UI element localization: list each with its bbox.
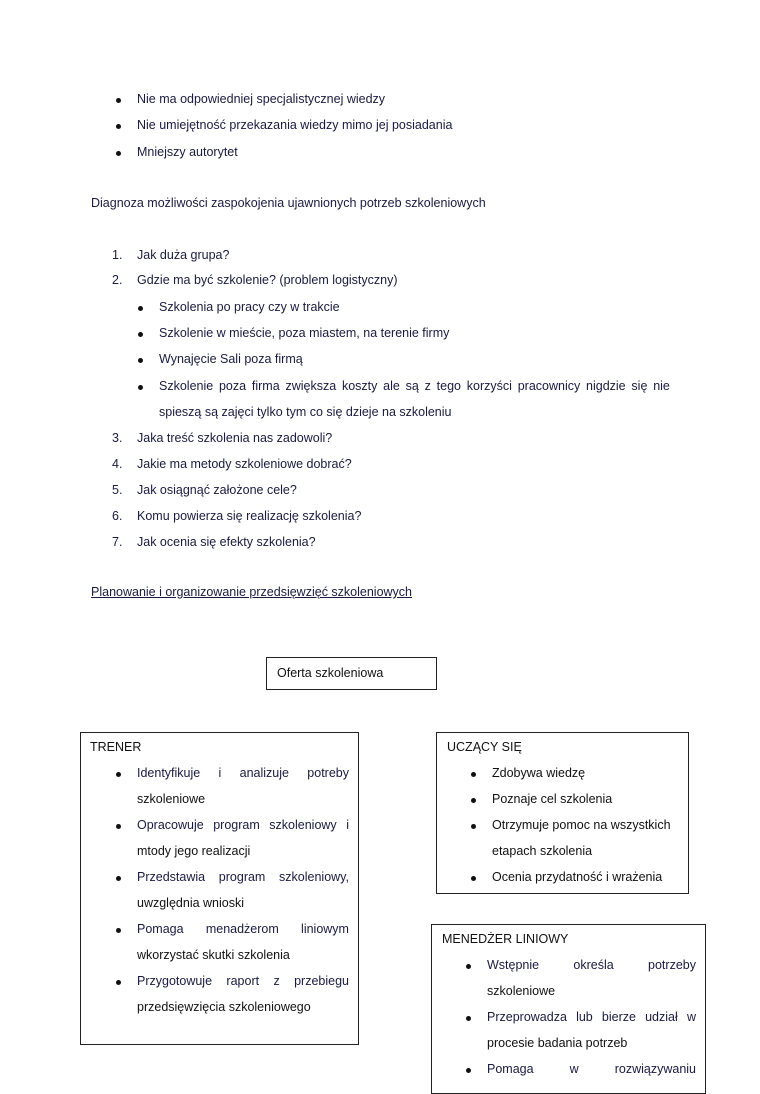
word: Opracowuje <box>137 818 204 832</box>
word: się <box>631 379 648 393</box>
word: ale <box>383 379 400 393</box>
word: zwiększa <box>285 379 337 393</box>
bullet-dot-icon <box>116 124 121 129</box>
question-number: 5. <box>112 483 123 497</box>
word: nigdzie <box>586 379 626 393</box>
word: Identyfikuje <box>137 766 201 780</box>
word: raport <box>226 974 260 988</box>
word: analizuje <box>239 766 289 780</box>
word: z <box>273 974 280 988</box>
bullet-dot-icon <box>116 980 121 985</box>
word: Przeprowadza <box>487 1010 567 1024</box>
bullet-dot-icon <box>116 98 121 103</box>
word: potreby <box>307 766 349 780</box>
bullet-dot-icon <box>466 1068 471 1073</box>
question-text: Jak duża grupa? <box>137 248 230 262</box>
menedzer-title: MENEDŻER LINIOWY <box>442 932 569 946</box>
word: z <box>424 379 431 393</box>
word: przebiegu <box>294 974 349 988</box>
intro-bullet-item: Nie umiejętność przekazania wiedzy mimo jej posiadania <box>137 118 453 132</box>
word: pracownicy <box>517 379 581 393</box>
trener-item-line <box>137 766 349 780</box>
word: program <box>218 870 266 884</box>
word: szkoleniowy <box>269 818 337 832</box>
diagnosis-heading: Diagnoza możliwości zaspokojenia ujawnionych potrzeb szkoleniowych <box>91 196 486 210</box>
trener-title: TRENER <box>90 740 142 754</box>
bullet-dot-icon <box>466 1016 471 1021</box>
intro-bullet-item: Mniejszy autorytet <box>137 145 238 159</box>
uczacy-item: Ocenia przydatność i wrażenia <box>492 870 663 884</box>
word: potrzeby <box>648 958 696 972</box>
uczacy-box <box>436 732 689 894</box>
trener-item-line <box>137 922 349 936</box>
uczacy-item-continuation: etapach szkolenia <box>492 844 593 858</box>
word: Przygotowuje <box>137 974 213 988</box>
word: są <box>405 379 419 393</box>
question-number: 2. <box>112 273 123 287</box>
question-number: 1. <box>112 248 123 262</box>
bullet-dot-icon <box>116 151 121 156</box>
word: Przedstawia <box>137 870 206 884</box>
word: Pomaga <box>487 1062 534 1076</box>
word: i <box>346 818 349 832</box>
question-number: 3. <box>112 431 123 445</box>
intro-bullet-item: Nie ma odpowiedniej specjalistycznej wiedzy <box>137 92 386 106</box>
word: korzyści <box>466 379 512 393</box>
menedzer-item-line <box>487 1062 696 1076</box>
uczacy-item: Poznaje cel szkolenia <box>492 792 613 806</box>
word: i <box>218 766 222 780</box>
bullet-dot-icon <box>466 964 471 969</box>
word: określa <box>573 958 614 972</box>
question-text: Jak osiągnąć założone cele? <box>137 483 297 497</box>
uczacy-item: Otrzymuje pomoc na wszystkich <box>492 818 671 832</box>
word: firma <box>251 379 280 393</box>
bullet-dot-icon <box>138 358 143 363</box>
bullet-dot-icon <box>471 798 476 803</box>
uczacy-item: Zdobywa wiedzę <box>492 766 586 780</box>
trener-box <box>80 732 359 1045</box>
question-text: Jaka treść szkolenia nas zadowoli? <box>137 431 333 445</box>
trener-item-continuation: szkoleniowe <box>137 792 206 806</box>
trener-item-continuation: przedsięwzięcia szkoleniowego <box>137 1000 311 1014</box>
sub-bullet-item-justified <box>159 379 670 393</box>
bullet-dot-icon <box>116 772 121 777</box>
trener-item-line <box>137 974 349 988</box>
word: poza <box>218 379 247 393</box>
question-number: 4. <box>112 457 123 471</box>
bullet-dot-icon <box>471 876 476 881</box>
word: w <box>686 1010 696 1024</box>
word: tego <box>436 379 461 393</box>
menedzer-item-line <box>487 958 696 972</box>
offer-box <box>266 657 437 690</box>
sub-bullet-continuation: spieszą są zajęci tylko tym co się dzieje na szkoleniu <box>159 405 452 419</box>
question-text: Jak ocenia się efekty szkolenia? <box>137 535 316 549</box>
sub-bullet-item: Szkolenia po pracy czy w trakcie <box>159 300 340 314</box>
sub-bullet-item: Szkolenie w mieście, poza miastem, na terenie firmy <box>159 326 450 340</box>
word: bierze <box>601 1010 636 1024</box>
word: lub <box>576 1010 593 1024</box>
trener-item-line <box>137 818 349 832</box>
question-number: 6. <box>112 509 123 523</box>
question-number: 7. <box>112 535 123 549</box>
menedzer-box <box>431 924 706 1094</box>
planning-heading: Planowanie i organizowanie przedsięwzięć szkoleniowych <box>91 585 413 599</box>
question-text: Komu powierza się realizację szkolenia? <box>137 509 362 523</box>
menedzer-item-line <box>487 1010 696 1024</box>
trener-item-continuation: uwzględnia wnioski <box>137 896 245 910</box>
word: Wstępnie <box>487 958 540 972</box>
bullet-dot-icon <box>116 928 121 933</box>
question-text: Jakie ma metody szkoleniowe dobrać? <box>137 457 352 471</box>
word: nie <box>653 379 670 393</box>
word: w <box>569 1062 579 1076</box>
trener-item-continuation: wkorzystać skutki szkolenia <box>137 948 290 962</box>
bullet-dot-icon <box>138 332 143 337</box>
word: menadżerom <box>205 922 279 936</box>
sub-bullet-item: Wynajęcie Sali poza firmą <box>159 352 303 366</box>
word: koszty <box>341 379 378 393</box>
bullet-dot-icon <box>471 772 476 777</box>
bullet-dot-icon <box>471 824 476 829</box>
bullet-dot-icon <box>138 385 143 390</box>
menedzer-item-continuation: szkoleniowe <box>487 984 556 998</box>
bullet-dot-icon <box>116 876 121 881</box>
offer-box-label: Oferta szkoleniowa <box>277 666 384 680</box>
word: udział <box>645 1010 678 1024</box>
bullet-dot-icon <box>116 824 121 829</box>
uczacy-title: UCZĄCY SIĘ <box>447 740 522 754</box>
bullet-dot-icon <box>138 306 143 311</box>
word: liniowym <box>301 922 349 936</box>
word: szkoleniowy, <box>279 870 349 884</box>
trener-item-continuation: mtody jego realizacji <box>137 844 251 858</box>
question-text: Gdzie ma być szkolenie? (problem logistyczny) <box>137 273 398 287</box>
word: Pomaga <box>137 922 184 936</box>
word: rozwiązywaniu <box>614 1062 696 1076</box>
menedzer-item-continuation: procesie badania potrzeb <box>487 1036 628 1050</box>
word: Szkolenie <box>159 379 214 393</box>
word: program <box>213 818 260 832</box>
trener-item-line <box>137 870 349 884</box>
